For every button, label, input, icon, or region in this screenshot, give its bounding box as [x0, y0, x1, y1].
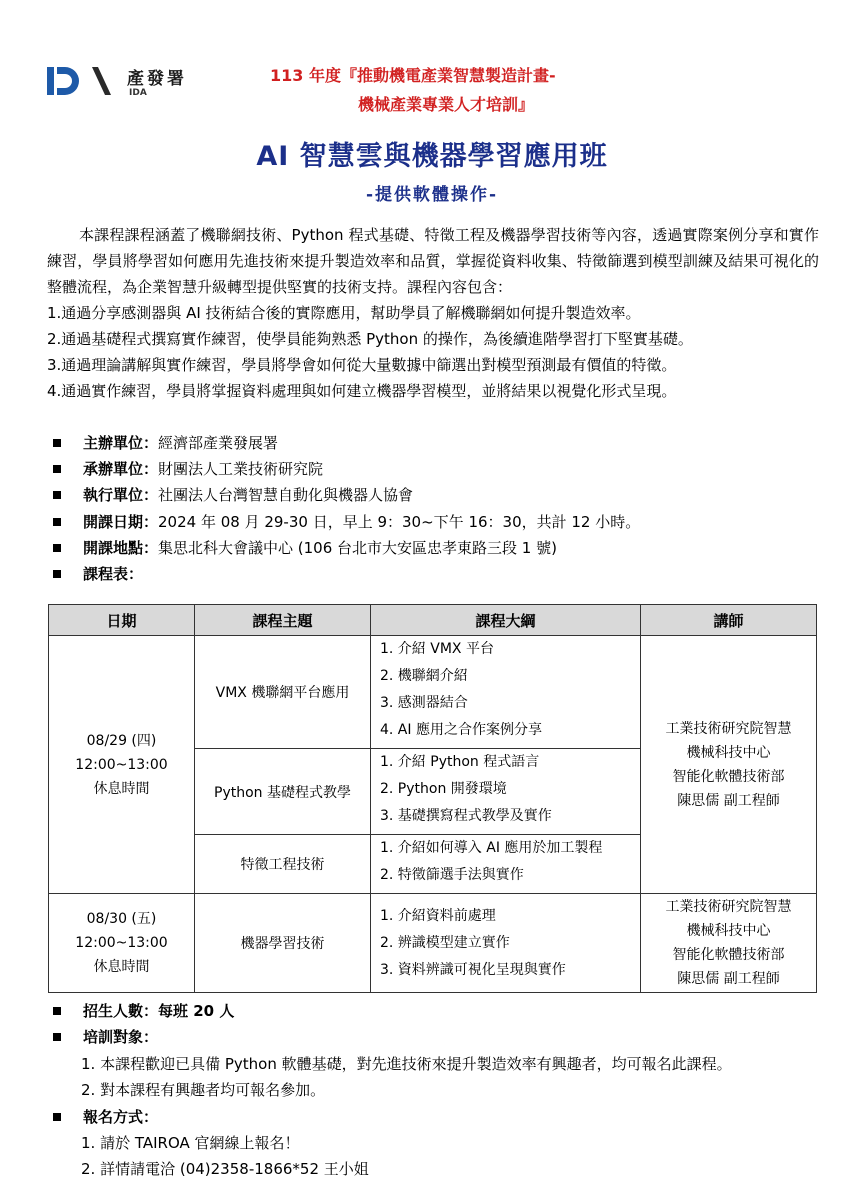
intro-item: 2.通過基礎程式撰寫實作練習，使學員能夠熟悉 Python 的操作，為後續進階學習打下堅實基礎。: [47, 330, 693, 348]
header-outline: 課程大綱: [371, 605, 641, 636]
outline-cell: [371, 835, 641, 894]
method-item: 1. 請於 TAIROA 官網線上報名！: [81, 1134, 300, 1153]
day1-note: 休息時間: [93, 780, 150, 797]
outline-item: 2. 辨識模型建立實作: [380, 934, 510, 951]
topic-cell: 機器學習技術: [195, 894, 371, 993]
day2-date: 08/30 (五): [86, 911, 157, 927]
day1-date-cell: [49, 636, 195, 894]
course-subtitle: -提供軟體操作-: [365, 185, 499, 205]
enroll-target: [47, 1024, 819, 1050]
intro-item: 3.通過理論講解與實作練習，學員將學會如何從大量數據中篩選出對模型預測最有價值的特徵。: [47, 356, 677, 374]
info-value: 財團法人工業技術研究院: [158, 460, 324, 479]
info-venue: [47, 535, 819, 561]
instructor-line: 陳思儒 副工程師: [677, 971, 780, 987]
method-item: 2. 詳情請電洽 (04)2358-1866*52 王小姐: [81, 1160, 369, 1179]
info-label: 執行單位：: [83, 486, 159, 505]
bullet-square-icon: [53, 491, 61, 499]
logo-abbr: IDA: [129, 88, 147, 98]
outline-item: 2. Python 開發環境: [380, 781, 507, 797]
table-row: [49, 636, 817, 749]
outline-item: 1. 介紹 Python 程式語言: [380, 754, 540, 770]
day2-note: 休息時間: [93, 959, 150, 975]
day2-date-cell: [49, 894, 195, 993]
bullet-square-icon: [53, 1007, 61, 1015]
instructor-line: 陳思儒 副工程師: [677, 792, 780, 809]
outline-item: 3. 基礎撰寫程式教學及實作: [380, 808, 552, 824]
bullet-square-icon: [53, 465, 61, 473]
info-organizer: [47, 430, 819, 456]
info-value: 經濟部產業發展署: [158, 434, 279, 452]
instructor-line: 智能化軟體技術部: [672, 947, 785, 963]
outline-item: 3. 感測器結合: [380, 695, 468, 711]
header-instructor: 講師: [641, 605, 817, 636]
info-label: 開課地點：: [83, 538, 159, 557]
enroll-target-label: 培訓對象：: [83, 1028, 159, 1047]
bullet-square-icon: [53, 570, 61, 578]
table-row: [49, 894, 817, 993]
info-label: 承辦單位：: [83, 460, 159, 479]
info-schedule: [47, 561, 819, 587]
target-item: 2. 對本課程有興趣者均可報名參加。: [81, 1081, 326, 1100]
intro-item: 4.通過實作練習，學員將掌握資料處理與如何建立機器學習模型，並將結果以視覺化形式呈現。: [47, 382, 677, 400]
instructor-line: 機械科技中心: [686, 923, 771, 939]
bullet-square-icon: [53, 518, 61, 526]
header-topic: 課程主題: [195, 605, 371, 636]
info-host: [47, 456, 819, 482]
course-intro: [47, 222, 819, 404]
outline-item: 2. 特徵篩選手法與實作: [380, 867, 524, 883]
info-date: [47, 509, 819, 535]
enroll-count: [47, 998, 819, 1024]
info-executor: [47, 482, 819, 508]
outline-cell: [371, 636, 641, 749]
enroll-method-label: 報名方式：: [83, 1107, 159, 1126]
outline-item: 2. 機聯網介紹: [380, 668, 468, 684]
outline-item: 3. 資料辨識可視化呈現與實作: [380, 961, 566, 978]
course-info-list: [47, 430, 819, 587]
outline-cell: [371, 749, 641, 835]
program-title-line2: 機械產業專業人才培訓』: [358, 95, 535, 114]
bullet-square-icon: [53, 544, 61, 552]
info-label: 主辦單位：: [83, 434, 159, 452]
header-date: 日期: [49, 605, 195, 636]
bullet-square-icon: [53, 1033, 61, 1041]
topic-cell: 特徵工程技術: [195, 835, 371, 894]
outline-item: 1. 介紹資料前處理: [380, 907, 496, 924]
day1-date: 08/29 (四): [86, 732, 157, 749]
day2-time: 12:00~13:00: [75, 935, 168, 951]
intro-paragraph: 本課程課程涵蓋了機聯網技術、Python 程式基礎、特徵工程及機器學習技術等內容，透過實際案例分享和實作練習，學員將學習如何應用先進技術來提升製造效率和品質，掌握從資料收集、特徵篩選到模型訓練及結果可視化的整體流程，為企業智慧升級轉型提供堅實的技術支持。課程內容包含：: [47, 226, 819, 296]
bullet-square-icon: [53, 1113, 61, 1121]
instructor-line: 工業技術研究院智慧: [665, 899, 792, 915]
table-header-row: [49, 605, 817, 636]
day1-instructor-cell: [641, 636, 817, 894]
info-value: 2024 年 08 月 29-30 日，早上 9：30~下午 16：30，共計 12 小時。: [158, 512, 641, 531]
logo-name: 產發署: [127, 69, 187, 89]
target-item: 1. 本課程歡迎已具備 Python 軟體基礎，對先進技術來提升製造效率有興趣者，均可報名此課程。: [81, 1054, 732, 1073]
intro-item: 1.通過分享感測器與 AI 技術結合後的實際應用，幫助學員了解機聯網如何提升製造效率。: [47, 304, 641, 322]
outline-cell: [371, 894, 641, 993]
topic-cell: VMX 機聯網平台應用: [195, 636, 371, 749]
outline-item: 1. 介紹 VMX 平台: [380, 641, 494, 657]
schedule-table: [48, 604, 817, 993]
instructor-line: 智能化軟體技術部: [672, 768, 785, 785]
info-value: 集思北科大會議中心 (106 台北市大安區忠孝東路三段 1 號): [158, 538, 557, 557]
day2-instructor-cell: [641, 894, 817, 993]
instructor-line: 工業技術研究院智慧: [665, 720, 792, 737]
day1-time: 12:00~13:00: [75, 756, 168, 773]
bullet-square-icon: [53, 439, 61, 447]
enroll-count-text: 招生人數：每班 20 人: [83, 1002, 235, 1020]
info-value: 社團法人台灣智慧自動化與機器人協會: [158, 486, 414, 505]
topic-cell: Python 基礎程式教學: [195, 749, 371, 835]
program-title-line1: 113 年度『推動機電產業智慧製造計畫-: [270, 66, 556, 85]
outline-item: 1. 介紹如何導入 AI 應用於加工製程: [380, 840, 603, 856]
outline-item: 4. AI 應用之合作案例分享: [380, 722, 542, 738]
course-title: AI 智慧雲與機器學習應用班: [256, 141, 608, 172]
enroll-method: [47, 1104, 819, 1130]
enrollment-info: [47, 998, 819, 1183]
info-label: 開課日期：: [83, 512, 159, 531]
info-label: 課程表：: [83, 565, 144, 584]
instructor-line: 機械科技中心: [686, 744, 771, 761]
